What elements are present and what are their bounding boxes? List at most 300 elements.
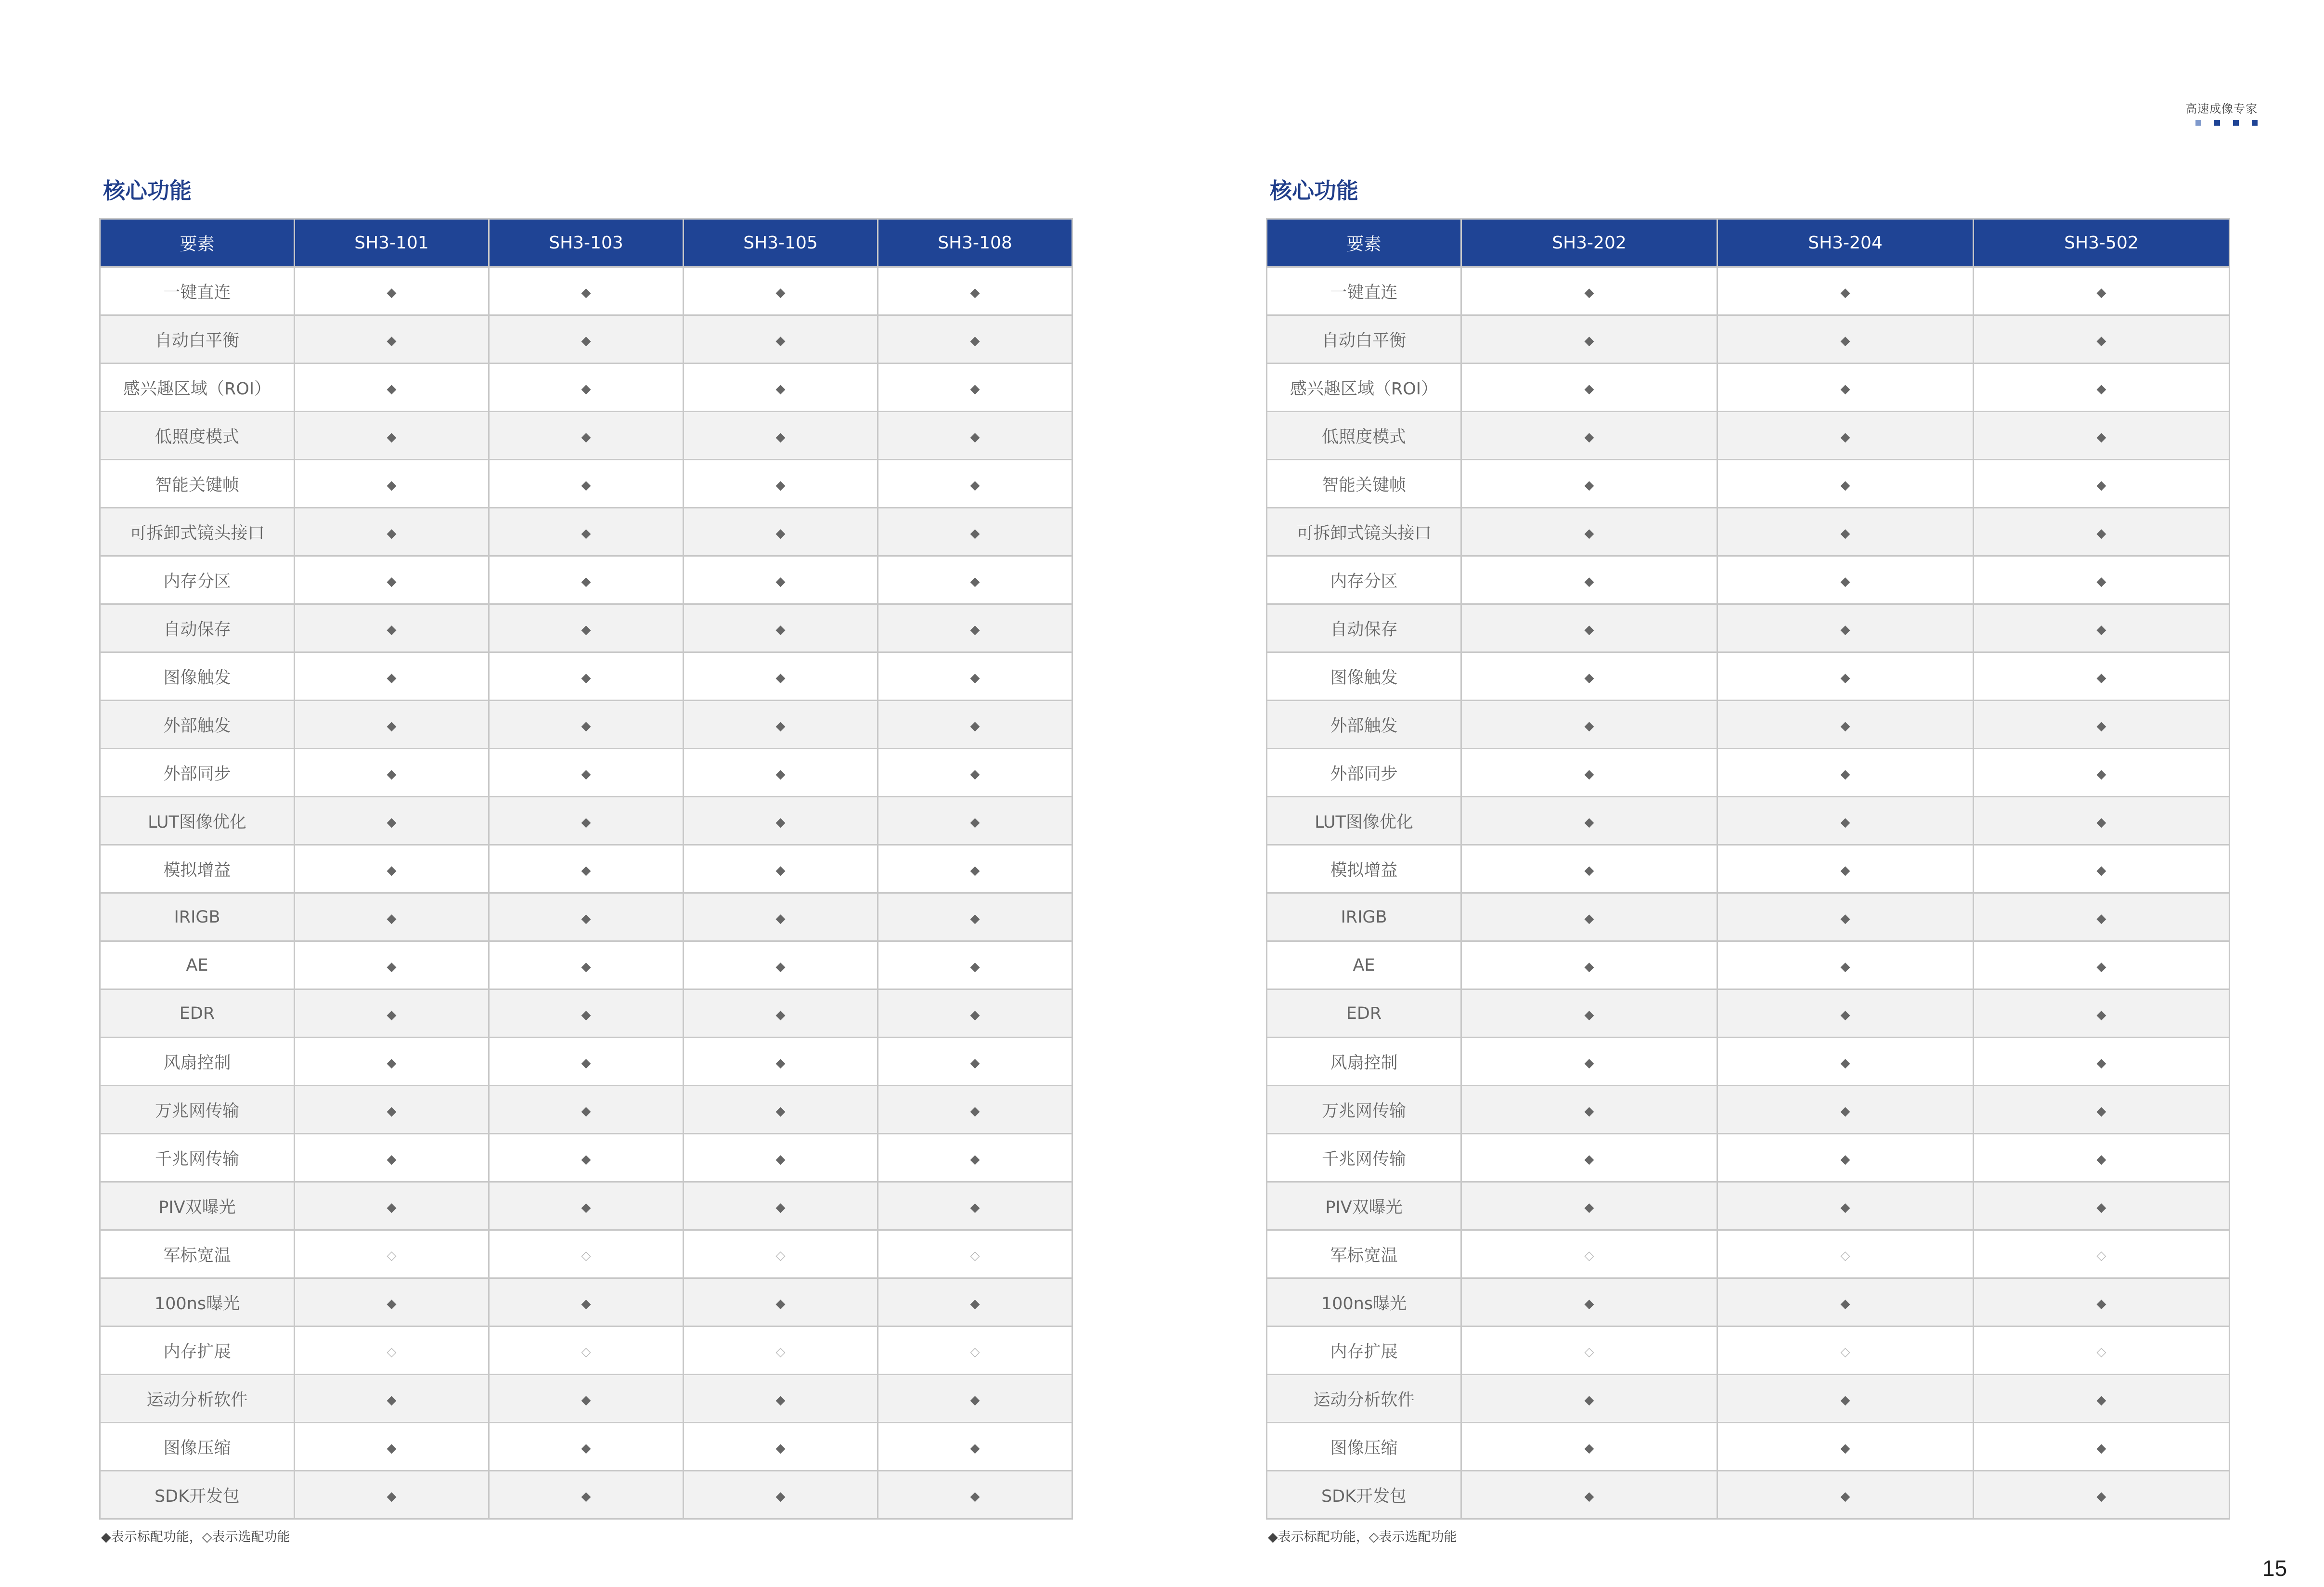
optional-feature-icon: ◇: [970, 1248, 980, 1263]
feature-cell: [1461, 797, 1717, 845]
feature-cell: [684, 315, 878, 364]
feature-cell: [489, 749, 684, 797]
feature-cell: [684, 1134, 878, 1182]
feature-label: PIV双曝光: [1267, 1182, 1461, 1230]
feature-cell: [1717, 1327, 1974, 1375]
feature-cell: [1974, 1327, 2230, 1375]
table-row: [100, 797, 1072, 845]
standard-feature-icon: ◆: [775, 959, 786, 974]
standard-feature-icon: ◆: [1584, 815, 1594, 830]
feature-cell: [1974, 797, 2230, 845]
standard-feature-icon: ◆: [970, 622, 980, 637]
feature-cell: [489, 1327, 684, 1375]
feature-cell: [1461, 267, 1717, 315]
standard-feature-icon: ◆: [970, 333, 980, 348]
optional-feature-icon: ◇: [581, 1344, 591, 1359]
feature-cell: [1974, 508, 2230, 556]
standard-feature-icon: ◆: [970, 1392, 980, 1407]
standard-feature-icon: ◆: [970, 1152, 980, 1167]
standard-feature-icon: ◆: [1840, 718, 1850, 733]
standard-feature-icon: ◆: [581, 1152, 591, 1167]
feature-label: 模拟增益: [100, 845, 295, 893]
standard-feature-icon: ◆: [1840, 429, 1850, 444]
table-row: [1267, 1086, 2230, 1134]
table-body: [1267, 267, 2230, 1519]
feature-cell: [1974, 267, 2230, 315]
standard-feature-icon: ◆: [387, 1489, 397, 1504]
feature-cell: [295, 989, 489, 1038]
standard-feature-icon: ◆: [970, 478, 980, 493]
standard-feature-icon: ◆: [1840, 574, 1850, 589]
standard-feature-icon: ◆: [775, 1152, 786, 1167]
feature-cell: [1461, 1182, 1717, 1230]
table-row: [100, 556, 1072, 604]
standard-feature-icon: ◆: [2096, 622, 2106, 637]
feature-cell: [1974, 1038, 2230, 1086]
feature-label: 一键直连: [100, 267, 295, 315]
feature-cell: [878, 1086, 1072, 1134]
table-row: [1267, 364, 2230, 412]
feature-cell: [1974, 1278, 2230, 1327]
feature-cell: [878, 1423, 1072, 1471]
standard-feature-icon: ◆: [1840, 1296, 1850, 1311]
standard-feature-icon: ◆: [970, 1104, 980, 1119]
feature-label: IRIGB: [1267, 893, 1461, 941]
standard-feature-icon: ◆: [2096, 959, 2106, 974]
feature-label: 图像触发: [1267, 652, 1461, 701]
optional-feature-icon: ◇: [970, 1344, 980, 1359]
standard-feature-icon: ◆: [1584, 718, 1594, 733]
feature-label: IRIGB: [100, 893, 295, 941]
feature-cell: [1974, 315, 2230, 364]
feature-cell: [1461, 1327, 1717, 1375]
standard-feature-icon: ◆: [1584, 767, 1594, 781]
feature-cell: [1461, 652, 1717, 701]
feature-cell: [1717, 267, 1974, 315]
standard-feature-icon: ◆: [775, 526, 786, 541]
standard-feature-icon: ◆: [775, 1104, 786, 1119]
standard-feature-icon: ◆: [970, 959, 980, 974]
standard-feature-icon: ◆: [2096, 1296, 2106, 1311]
optional-feature-icon: ◇: [1840, 1344, 1850, 1359]
feature-label: 外部同步: [1267, 749, 1461, 797]
standard-feature-icon: ◆: [2096, 670, 2106, 685]
standard-feature-icon: ◆: [1840, 1104, 1850, 1119]
standard-feature-icon: ◆: [1584, 381, 1594, 396]
standard-feature-icon: ◆: [970, 1007, 980, 1022]
standard-feature-icon: ◆: [387, 815, 397, 830]
column-header-model: SH3-202: [1461, 219, 1717, 267]
feature-cell: [1717, 315, 1974, 364]
feature-cell: [295, 508, 489, 556]
feature-label: 模拟增益: [1267, 845, 1461, 893]
feature-cell: [684, 267, 878, 315]
standard-feature-icon: ◆: [1840, 959, 1850, 974]
feature-cell: [489, 1278, 684, 1327]
feature-label: PIV双曝光: [100, 1182, 295, 1230]
feature-label: 图像压缩: [1267, 1423, 1461, 1471]
table-row: [100, 1038, 1072, 1086]
table-row: [100, 652, 1072, 701]
feature-cell: [1974, 364, 2230, 412]
table-row: [1267, 797, 2230, 845]
brand-tagline: [2156, 99, 2258, 126]
feature-cell: [295, 749, 489, 797]
standard-feature-icon: ◆: [387, 333, 397, 348]
feature-cell: [1717, 1230, 1974, 1278]
standard-feature-icon: ◆: [387, 574, 397, 589]
standard-feature-icon: ◆: [387, 478, 397, 493]
standard-feature-icon: ◆: [775, 863, 786, 878]
feature-cell: [489, 1182, 684, 1230]
feature-cell: [1461, 556, 1717, 604]
table-row: [1267, 1182, 2230, 1230]
feature-cell: [1974, 941, 2230, 989]
feature-panel-right: [1266, 175, 2229, 1545]
feature-cell: [489, 701, 684, 749]
feature-cell: [489, 1038, 684, 1086]
table-row: [1267, 1134, 2230, 1182]
feature-cell: [878, 652, 1072, 701]
feature-cell: [295, 1038, 489, 1086]
optional-feature-icon: ◇: [387, 1248, 397, 1263]
feature-cell: [878, 1038, 1072, 1086]
standard-feature-icon: ◆: [2096, 1152, 2106, 1167]
standard-feature-icon: ◆: [775, 574, 786, 589]
feature-label: 内存分区: [1267, 556, 1461, 604]
standard-feature-icon: ◆: [387, 718, 397, 733]
standard-feature-icon: ◆: [775, 1296, 786, 1311]
standard-feature-icon: ◆: [581, 1007, 591, 1022]
standard-feature-icon: ◆: [970, 1441, 980, 1456]
standard-feature-icon: ◆: [581, 381, 591, 396]
table-row: [1267, 267, 2230, 315]
standard-feature-icon: ◆: [1584, 1007, 1594, 1022]
column-header-model: SH3-502: [1974, 219, 2230, 267]
standard-feature-icon: ◆: [581, 1200, 591, 1215]
feature-label: LUT图像优化: [100, 797, 295, 845]
feature-label: 万兆网传输: [100, 1086, 295, 1134]
feature-label: 自动白平衡: [1267, 315, 1461, 364]
table-row: [100, 1423, 1072, 1471]
table-row: [100, 1375, 1072, 1423]
feature-cell: [295, 364, 489, 412]
standard-feature-icon: ◆: [775, 718, 786, 733]
feature-label: 军标宽温: [1267, 1230, 1461, 1278]
table-row: [100, 508, 1072, 556]
feature-cell: [684, 941, 878, 989]
standard-feature-icon: ◆: [775, 670, 786, 685]
feature-label: 可拆卸式镜头接口: [1267, 508, 1461, 556]
standard-feature-icon: ◆: [1840, 670, 1850, 685]
column-header-model: SH3-105: [684, 219, 878, 267]
feature-cell: [684, 989, 878, 1038]
standard-feature-icon: ◆: [1840, 1152, 1850, 1167]
feature-cell: [489, 893, 684, 941]
feature-cell: [295, 1375, 489, 1423]
standard-feature-icon: ◆: [775, 1200, 786, 1215]
feature-cell: [489, 604, 684, 652]
feature-cell: [1461, 1134, 1717, 1182]
feature-label: AE: [1267, 941, 1461, 989]
standard-feature-icon: ◆: [581, 333, 591, 348]
standard-feature-icon: ◆: [581, 574, 591, 589]
feature-cell: [878, 460, 1072, 508]
table-row: [1267, 1423, 2230, 1471]
feature-cell: [1717, 1375, 1974, 1423]
standard-feature-icon: ◆: [1584, 1200, 1594, 1215]
feature-cell: [489, 652, 684, 701]
standard-feature-icon: ◆: [970, 911, 980, 926]
standard-feature-icon: ◆: [2096, 1200, 2106, 1215]
feature-cell: [1461, 845, 1717, 893]
standard-feature-icon: ◆: [775, 815, 786, 830]
standard-feature-icon: ◆: [1840, 478, 1850, 493]
standard-feature-icon: ◆: [775, 333, 786, 348]
standard-feature-icon: ◆: [2096, 574, 2106, 589]
feature-cell: [295, 1278, 489, 1327]
standard-feature-icon: ◆: [1584, 526, 1594, 541]
standard-feature-icon: ◆: [581, 767, 591, 781]
column-header-element: 要素: [1267, 219, 1461, 267]
feature-cell: [1461, 941, 1717, 989]
feature-cell: [295, 701, 489, 749]
feature-cell: [1974, 1230, 2230, 1278]
feature-cell: [1717, 604, 1974, 652]
feature-cell: [295, 845, 489, 893]
standard-feature-icon: ◆: [970, 815, 980, 830]
standard-feature-icon: ◆: [581, 1296, 591, 1311]
standard-feature-icon: ◆: [775, 1392, 786, 1407]
feature-cell: [1461, 315, 1717, 364]
feature-cell: [489, 989, 684, 1038]
standard-feature-icon: ◆: [387, 670, 397, 685]
feature-label: 风扇控制: [1267, 1038, 1461, 1086]
standard-feature-icon: ◆: [581, 911, 591, 926]
feature-cell: [684, 1182, 878, 1230]
feature-cell: [1717, 652, 1974, 701]
standard-feature-icon: ◆: [1840, 863, 1850, 878]
standard-feature-icon: ◆: [1584, 863, 1594, 878]
feature-cell: [295, 1327, 489, 1375]
table-row: [1267, 652, 2230, 701]
feature-cell: [1717, 364, 1974, 412]
feature-label: 自动保存: [100, 604, 295, 652]
table-header-row: [100, 219, 1072, 267]
feature-cell: [878, 1375, 1072, 1423]
table-row: [1267, 845, 2230, 893]
standard-feature-icon: ◆: [581, 1104, 591, 1119]
feature-cell: [1974, 412, 2230, 460]
feature-cell: [1717, 701, 1974, 749]
table-row: [100, 749, 1072, 797]
feature-cell: [295, 1423, 489, 1471]
feature-cell: [1974, 701, 2230, 749]
feature-cell: [684, 556, 878, 604]
feature-cell: [878, 1230, 1072, 1278]
standard-feature-icon: ◆: [775, 381, 786, 396]
optional-feature-icon: ◇: [1840, 1248, 1850, 1263]
table-row: [1267, 1278, 2230, 1327]
standard-feature-icon: ◆: [1584, 911, 1594, 926]
feature-cell: [684, 1375, 878, 1423]
feature-cell: [878, 267, 1072, 315]
feature-cell: [684, 701, 878, 749]
feature-cell: [489, 1134, 684, 1182]
feature-cell: [489, 797, 684, 845]
standard-feature-icon: ◆: [1840, 381, 1850, 396]
feature-cell: [489, 1375, 684, 1423]
standard-feature-icon: ◆: [1584, 670, 1594, 685]
standard-feature-icon: ◆: [970, 767, 980, 781]
feature-cell: [295, 1134, 489, 1182]
table-row: [1267, 604, 2230, 652]
standard-feature-icon: ◆: [775, 1007, 786, 1022]
feature-label: 外部触发: [100, 701, 295, 749]
feature-cell: [684, 604, 878, 652]
table-body: [100, 267, 1072, 1519]
feature-label: 外部同步: [100, 749, 295, 797]
column-header-model: SH3-108: [878, 219, 1072, 267]
standard-feature-icon: ◆: [2096, 863, 2106, 878]
table-row: [100, 1086, 1072, 1134]
table-row: [100, 460, 1072, 508]
feature-label: 图像压缩: [100, 1423, 295, 1471]
feature-cell: [1974, 893, 2230, 941]
feature-cell: [1461, 364, 1717, 412]
brand-dot: [2233, 120, 2239, 126]
feature-label: 内存扩展: [100, 1327, 295, 1375]
standard-feature-icon: ◆: [581, 1489, 591, 1504]
table-row: [1267, 315, 2230, 364]
feature-cell: [1717, 989, 1974, 1038]
feature-cell: [1717, 893, 1974, 941]
standard-feature-icon: ◆: [970, 718, 980, 733]
table-row: [100, 1230, 1072, 1278]
feature-cell: [1974, 845, 2230, 893]
standard-feature-icon: ◆: [387, 1055, 397, 1070]
standard-feature-icon: ◆: [387, 959, 397, 974]
feature-panel-left: [99, 175, 1072, 1545]
feature-label: 内存扩展: [1267, 1327, 1461, 1375]
feature-cell: [489, 941, 684, 989]
feature-cell: [295, 556, 489, 604]
feature-cell: [489, 508, 684, 556]
feature-label: 一键直连: [1267, 267, 1461, 315]
standard-feature-icon: ◆: [970, 863, 980, 878]
standard-feature-icon: ◆: [1584, 333, 1594, 348]
standard-feature-icon: ◆: [1840, 815, 1850, 830]
standard-feature-icon: ◆: [1840, 767, 1850, 781]
table-row: [1267, 893, 2230, 941]
standard-feature-icon: ◆: [1584, 1104, 1594, 1119]
feature-cell: [1974, 1182, 2230, 1230]
feature-label: LUT图像优化: [1267, 797, 1461, 845]
standard-feature-icon: ◆: [387, 1441, 397, 1456]
standard-feature-icon: ◆: [1840, 911, 1850, 926]
feature-label: 低照度模式: [1267, 412, 1461, 460]
feature-cell: [878, 845, 1072, 893]
standard-feature-icon: ◆: [1584, 1152, 1594, 1167]
standard-feature-icon: ◆: [775, 1489, 786, 1504]
feature-cell: [295, 267, 489, 315]
standard-feature-icon: ◆: [1840, 526, 1850, 541]
standard-feature-icon: ◆: [970, 285, 980, 300]
feature-cell: [295, 315, 489, 364]
feature-cell: [684, 508, 878, 556]
standard-feature-icon: ◆: [2096, 815, 2106, 830]
feature-cell: [295, 1182, 489, 1230]
feature-cell: [1717, 797, 1974, 845]
feature-cell: [1461, 1230, 1717, 1278]
feature-label: EDR: [100, 989, 295, 1038]
standard-feature-icon: ◆: [1840, 333, 1850, 348]
feature-cell: [684, 1230, 878, 1278]
feature-cell: [684, 1086, 878, 1134]
feature-cell: [1461, 989, 1717, 1038]
standard-feature-icon: ◆: [775, 478, 786, 493]
standard-feature-icon: ◆: [970, 429, 980, 444]
table-row: [1267, 508, 2230, 556]
feature-cell: [1461, 1375, 1717, 1423]
feature-cell: [489, 1230, 684, 1278]
table-row: [1267, 1327, 2230, 1375]
feature-cell: [1974, 749, 2230, 797]
feature-cell: [878, 797, 1072, 845]
optional-feature-icon: ◇: [1584, 1248, 1594, 1263]
feature-cell: [1461, 1423, 1717, 1471]
table-row: [1267, 941, 2230, 989]
standard-feature-icon: ◆: [2096, 429, 2106, 444]
table-row: [100, 1134, 1072, 1182]
feature-cell: [878, 604, 1072, 652]
column-header-element: 要素: [100, 219, 295, 267]
feature-cell: [684, 1471, 878, 1519]
standard-feature-icon: ◆: [387, 1392, 397, 1407]
optional-feature-icon: ◇: [581, 1248, 591, 1263]
table-row: [100, 267, 1072, 315]
table-row: [100, 845, 1072, 893]
feature-label: AE: [100, 941, 295, 989]
feature-cell: [1974, 556, 2230, 604]
standard-feature-icon: ◆: [1840, 285, 1850, 300]
standard-feature-icon: ◆: [387, 1007, 397, 1022]
feature-cell: [1717, 749, 1974, 797]
feature-cell: [1717, 1134, 1974, 1182]
feature-cell: [295, 797, 489, 845]
standard-feature-icon: ◆: [2096, 1441, 2106, 1456]
feature-label: 运动分析软件: [100, 1375, 295, 1423]
optional-feature-icon: ◇: [775, 1248, 786, 1263]
feature-label: 图像触发: [100, 652, 295, 701]
legend-footnote: ◆表示标配功能，◇表示选配功能: [1268, 1530, 1457, 1545]
standard-feature-icon: ◆: [2096, 526, 2106, 541]
standard-feature-icon: ◆: [1840, 622, 1850, 637]
standard-feature-icon: ◆: [387, 767, 397, 781]
feature-cell: [489, 412, 684, 460]
feature-cell: [1974, 652, 2230, 701]
brand-dot: [2252, 120, 2258, 126]
feature-cell: [1717, 556, 1974, 604]
column-header-model: SH3-204: [1717, 219, 1974, 267]
standard-feature-icon: ◆: [1584, 1489, 1594, 1504]
feature-cell: [489, 364, 684, 412]
standard-feature-icon: ◆: [970, 1296, 980, 1311]
brand-dot: [2195, 120, 2201, 126]
feature-cell: [1461, 701, 1717, 749]
feature-cell: [1717, 1182, 1974, 1230]
standard-feature-icon: ◆: [970, 670, 980, 685]
